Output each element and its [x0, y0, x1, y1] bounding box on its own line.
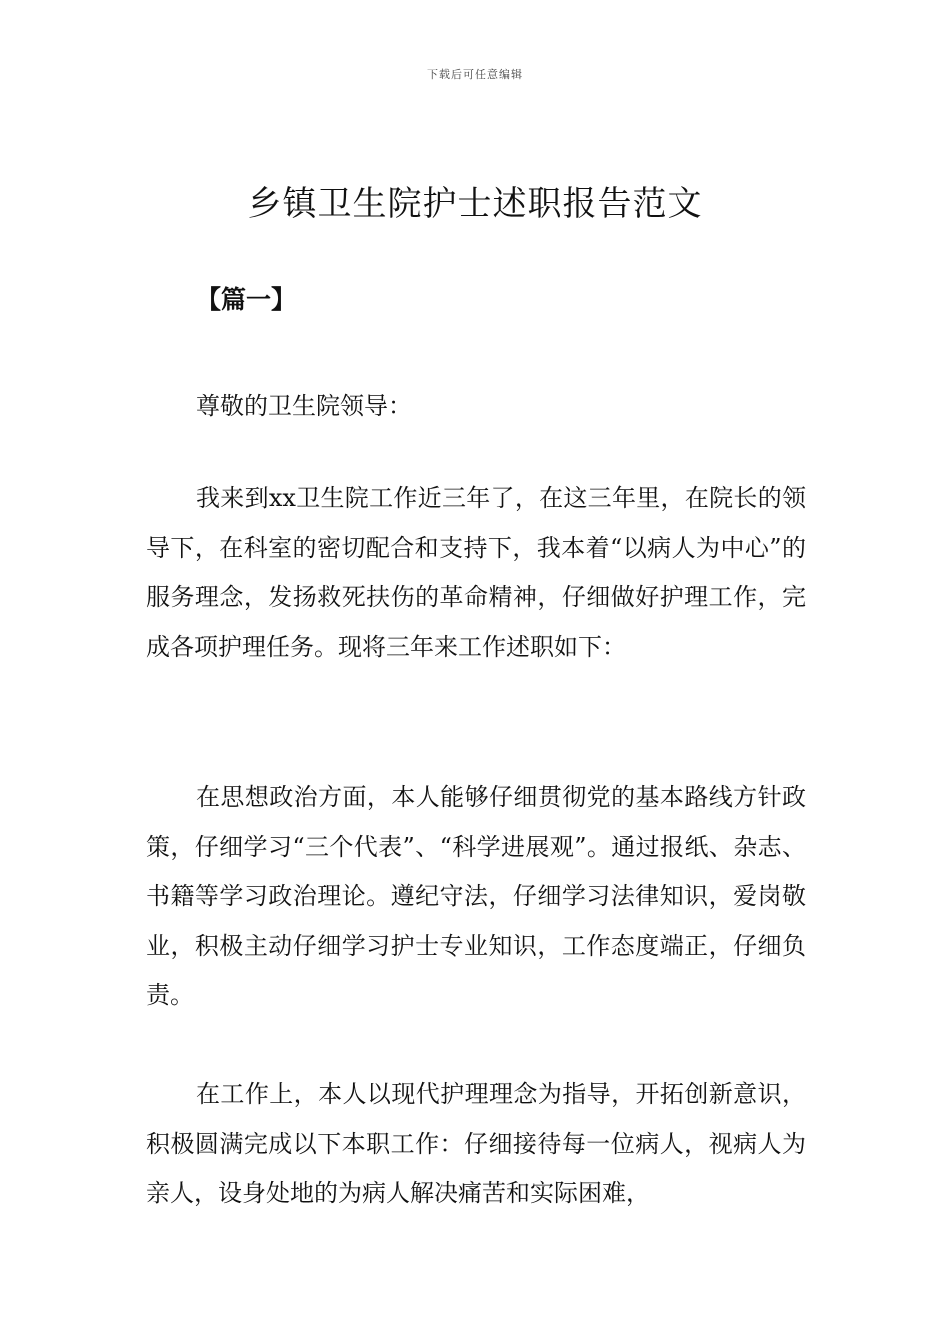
paragraph-2: 在思想政治方面，本人能够仔细贯彻党的基本路线方针政策，仔细学习“三个代表”、“科学进展观”。通过报纸、杂志、书籍等学习政治理论。遵纪守法，仔细学习法律知识，爱岗敬业，积极主动仔细学习护士专业知识，工作态度端正，仔细负责。 [146, 783, 806, 1009]
paragraph-1: 我来到xx卫生院工作近三年了，在这三年里，在院长的领导下，在科室的密切配合和支持下，我本着“以病人为中心”的服务理念，发扬救死扶伤的革命精神，仔细做好护理工作，完成各项护理任务。现将三年来工作述职如下： [146, 484, 806, 661]
salutation: 尊敬的卫生院领导： [196, 392, 412, 420]
section-label: 【篇一】 [196, 285, 297, 314]
paragraph-3: 在工作上，本人以现代护理理念为指导，开拓创新意识，积极圆满完成以下本职工作：仔细接待每一位病人，视病人为亲人，设身处地的为病人解决痛苦和实际困难， [146, 1080, 806, 1207]
document-title: 乡镇卫生院护士述职报告范文 [247, 184, 703, 224]
header-note: 下载后可任意编辑 [427, 68, 523, 81]
